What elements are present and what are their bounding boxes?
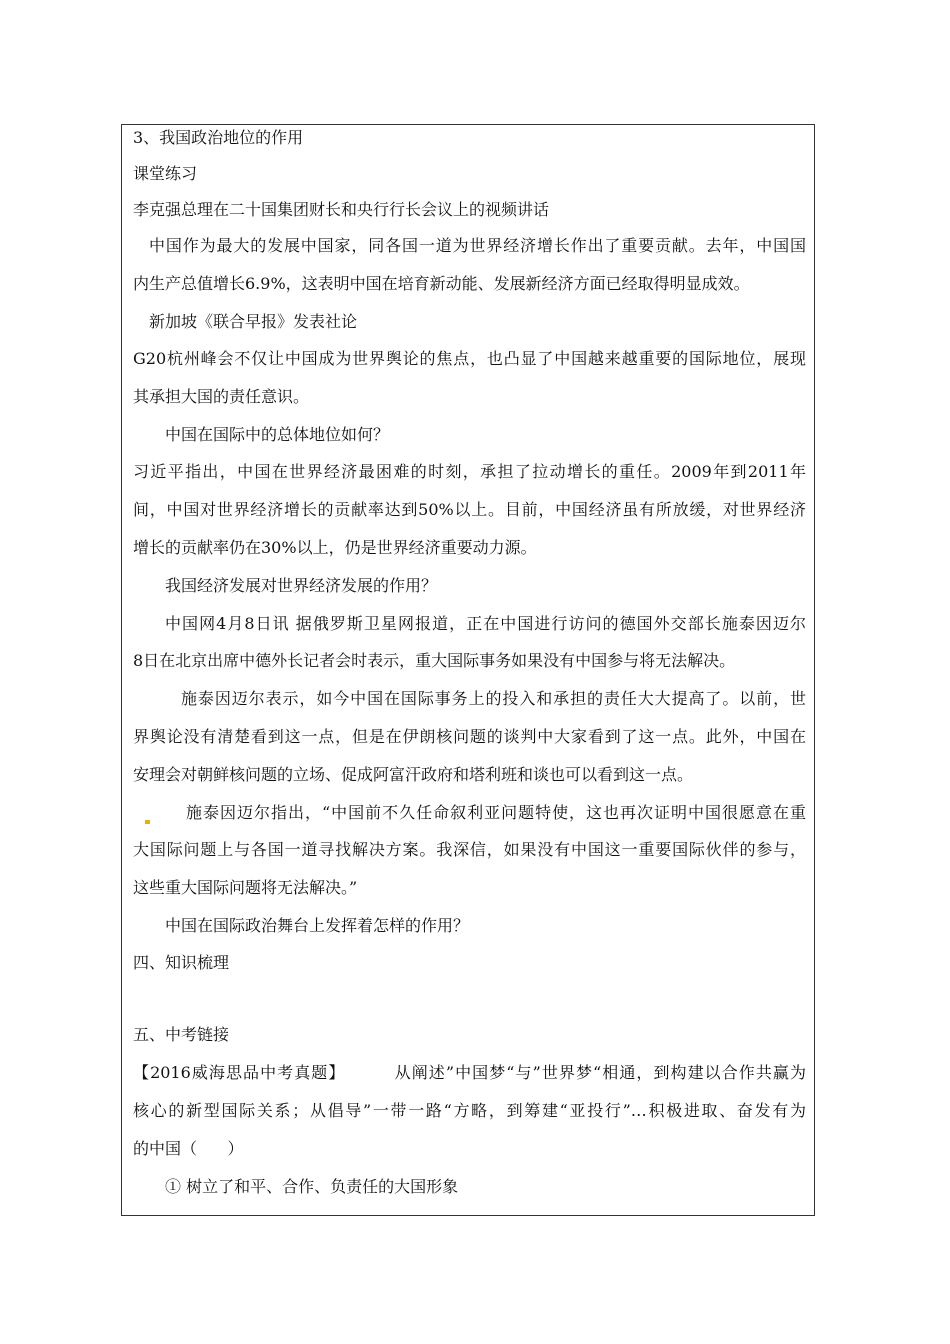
paragraph-text: 施泰因迈尔表示，如今中国在国际事务上的投入和承担的责任大大提高了。以前，世 xyxy=(181,689,806,708)
exam-question-text: 的中国（ ） xyxy=(133,1139,244,1158)
zaobao-editorial-title: 新加坡《联合早报》发表社论 xyxy=(149,312,358,331)
exam-question-text: 【2016威海思品中考真题】 从阐述”中国梦“与”世界梦“相通，到构建以合作共赢为 xyxy=(133,1063,806,1082)
paragraph-text: 安理会对朝鲜核问题的立场、促成阿富汗政府和塔利班和谈也可以看到这一点。 xyxy=(133,765,694,784)
li-keqiang-speech-title: 李克强总理在二十国集团财长和央行行长会议上的视频讲话 xyxy=(133,200,550,219)
paragraph-text: 间，中国对世界经济增长的贡献率达到50%以上。目前，中国经济虽有所放缓，对世界经济 xyxy=(133,500,806,519)
paragraph-text: 8日在北京出席中德外长记者会时表示，重大国际事务如果没有中国参与将无法解决。 xyxy=(133,651,736,670)
paragraph-text: 其承担大国的责任意识。 xyxy=(133,387,310,406)
exam-question-text: 核心的新型国际关系；从倡导”一带一路“方略，到筹建“亚投行”…积极进取、奋发有为 xyxy=(133,1101,806,1120)
heading-class-exercise: 课堂练习 xyxy=(133,164,198,183)
question-text: 中国在国际政治舞台上发挥着怎样的作用？ xyxy=(165,916,470,935)
paragraph-text: 增长的贡献率仍在30%以上，仍是世界经济重要动力源。 xyxy=(133,538,537,557)
paragraph-text: 习近平指出，中国在世界经济最困难的时刻，承担了拉动增长的重任。2009年到2011年 xyxy=(133,462,806,481)
heading-exam-link: 五、中考链接 xyxy=(133,1025,230,1044)
question-text: 我国经济发展对世界经济发展的作用？ xyxy=(165,576,438,595)
answer-option-1: ① 树立了和平、合作、负责任的大国形象 xyxy=(165,1177,459,1196)
paragraph-text: 中国网4月8日讯 据俄罗斯卫星网报道，正在中国进行访问的德国外交部长施泰因迈尔 xyxy=(165,614,806,633)
paragraph-text: 施泰因迈尔指出，“中国前不久任命叙利亚问题特使，这也再次证明中国很愿意在重 xyxy=(186,803,806,822)
paragraph-text: 这些重大国际问题将无法解决。” xyxy=(133,878,358,897)
paragraph-text: G20杭州峰会不仅让中国成为世界舆论的焦点，也凸显了中国越来越重要的国际地位，展现 xyxy=(133,349,806,368)
heading-political-status: 3、我国政治地位的作用 xyxy=(133,128,304,147)
paragraph-text: 界舆论没有清楚看到这一点，但是在伊朗核问题的谈判中大家看到了这一点。此外，中国在 xyxy=(133,727,806,746)
heading-knowledge-review: 四、知识梳理 xyxy=(133,953,230,972)
paragraph-text: 内生产总值增长6.9%，这表明中国在培育新动能、发展新经济方面已经取得明显成效。 xyxy=(133,274,750,293)
question-text: 中国在国际中的总体地位如何？ xyxy=(165,425,390,444)
paragraph-text: 中国作为最大的发展中国家，同各国一道为世界经济增长作出了重要贡献。去年，中国国 xyxy=(149,236,806,255)
paragraph-text: 大国际问题上与各国一道寻找解决方案。我深信，如果没有中国这一重要国际伙伴的参与， xyxy=(133,840,806,859)
